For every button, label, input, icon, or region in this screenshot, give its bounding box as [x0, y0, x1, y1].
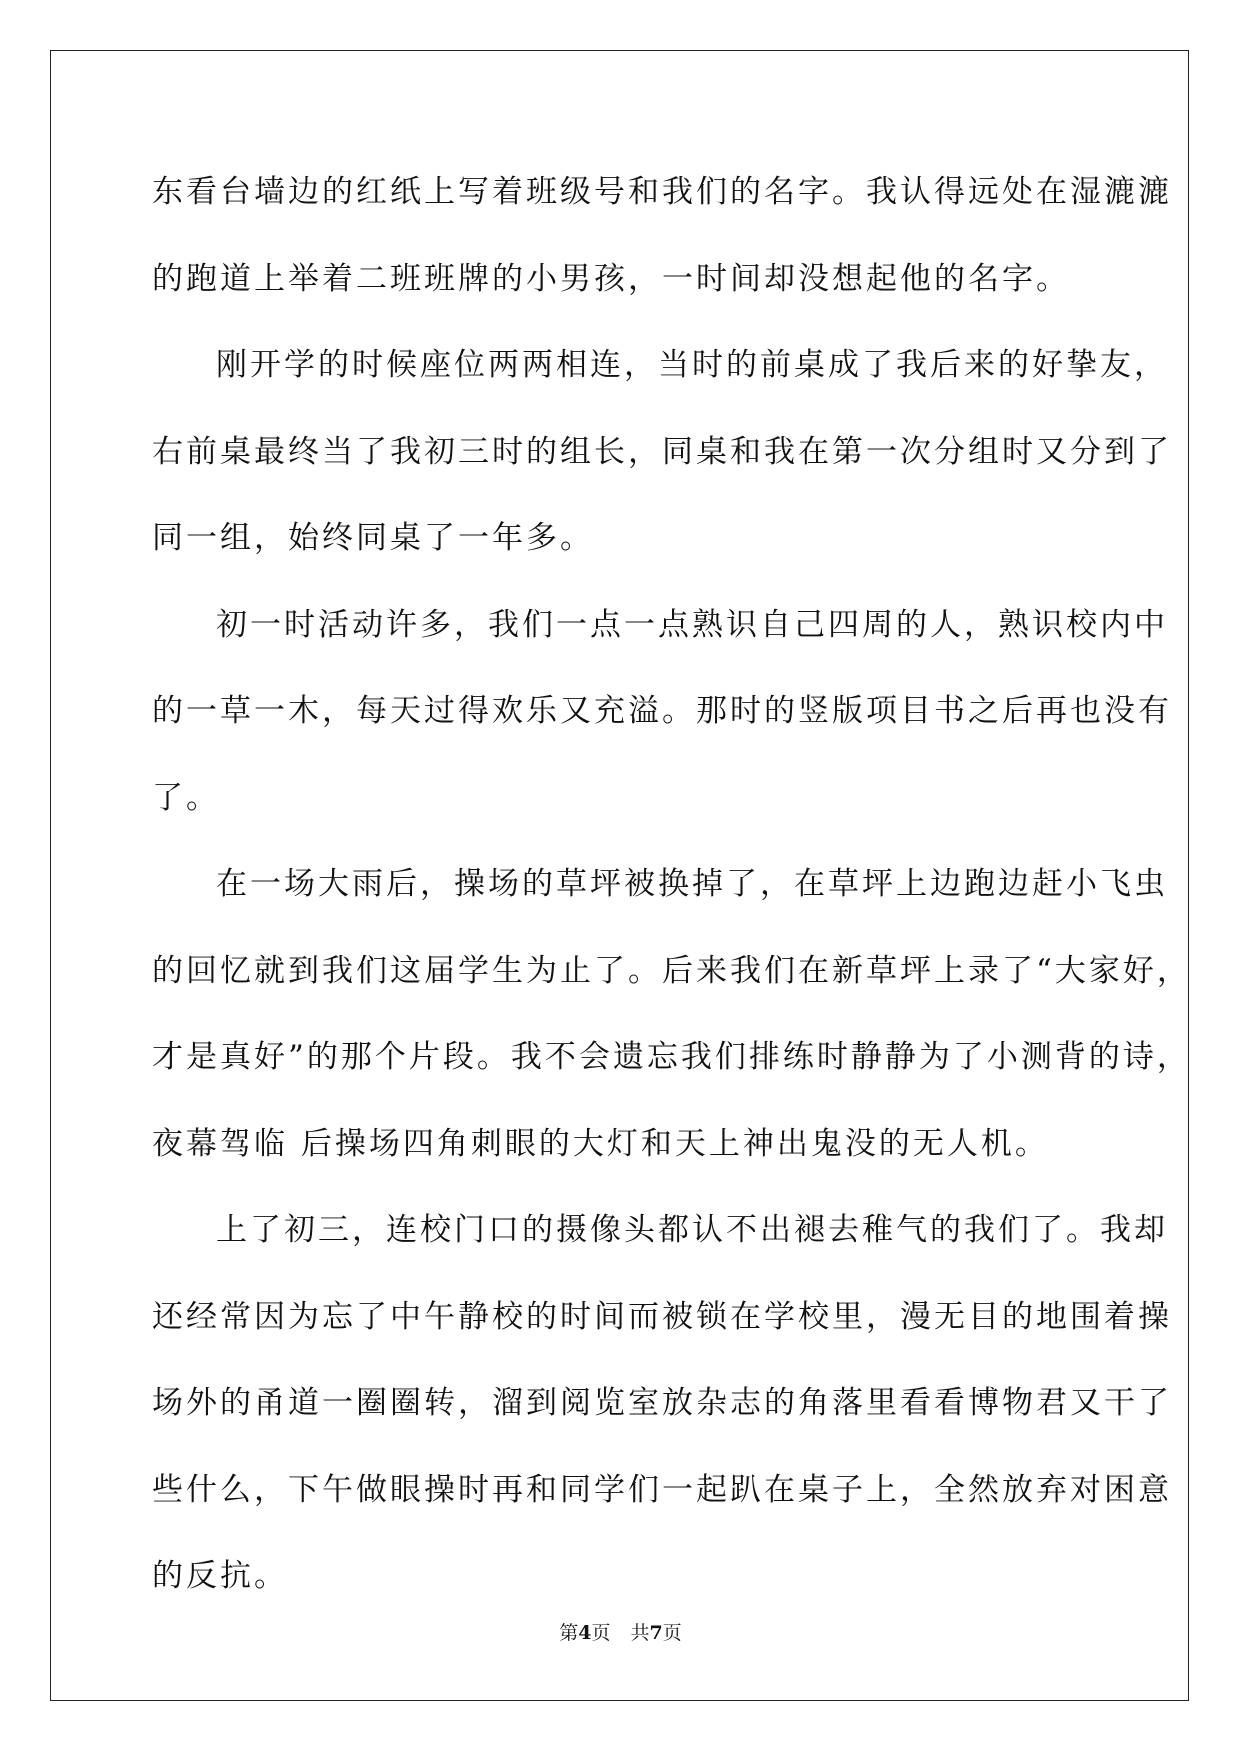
paragraph-start-line: 在一场大雨后，操场的草坪被换掉了，在草坪上边跑边赶小飞虫 [216, 866, 1168, 902]
paragraph-start-line: 初一时活动许多，我们一点一点熟识自己四周的人，熟识校内中 [216, 606, 1168, 643]
total-prefix: 共 [630, 1622, 650, 1644]
page-suffix: 页 [591, 1622, 611, 1644]
text-line: 同一组，始终同桌了一年多。 [152, 520, 594, 556]
paragraph-start-line: 上了初三，连校门口的摄像头都认不出褪去稚气的我们了。我却 [216, 1212, 1168, 1248]
total-suffix: 页 [662, 1622, 682, 1644]
text-line: 了。 [152, 779, 220, 816]
text-line: 东看台墙边的红纸上写着班级号和我们的名字。我认得远处在湿漉漉 [152, 174, 1172, 210]
current-page-number: 4 [578, 1622, 592, 1644]
page-footer [0, 1618, 1241, 1645]
text-line: 才是真好”的那个片段。我不会遗忘我们排练时静静为了小测背的诗， [152, 1039, 1191, 1075]
total-page-number: 7 [649, 1622, 663, 1644]
text-line: 的反抗。 [152, 1558, 288, 1594]
paragraph-start-line: 刚开学的时候座位两两相连，当时的前桌成了我后来的好挚友， [216, 347, 1168, 383]
text-line: 的回忆就到我们这届学生为止了。后来我们在新草坪上录了“大家好， [152, 952, 1191, 989]
text-line: 的跑道上举着二班班牌的小男孩，一时间却没想起他的名字。 [152, 260, 1070, 297]
text-line: 还经常因为忘了中午静校的时间而被锁在学校里，漫无目的地围着操 [152, 1298, 1172, 1335]
text-line: 些什么，下午做眼操时再和同学们一起趴在桌子上，全然放弃对困意 [152, 1471, 1172, 1508]
text-line: 的一草一木，每天过得欢乐又充溢。那时的竖版项目书之后再也没有 [152, 693, 1172, 729]
text-line: 右前桌最终当了我初三时的组长，同桌和我在第一次分组时又分到了 [152, 433, 1172, 470]
text-line: 场外的甬道一圈圈转，溜到阅览室放杂志的角落里看看博物君又干了 [152, 1385, 1172, 1421]
text-line: 夜幕驾临 后操场四角刺眼的大灯和天上神出鬼没的无人机。 [152, 1125, 1049, 1162]
document-body [152, 160, 1191, 1631]
page-prefix: 第 [559, 1622, 579, 1644]
